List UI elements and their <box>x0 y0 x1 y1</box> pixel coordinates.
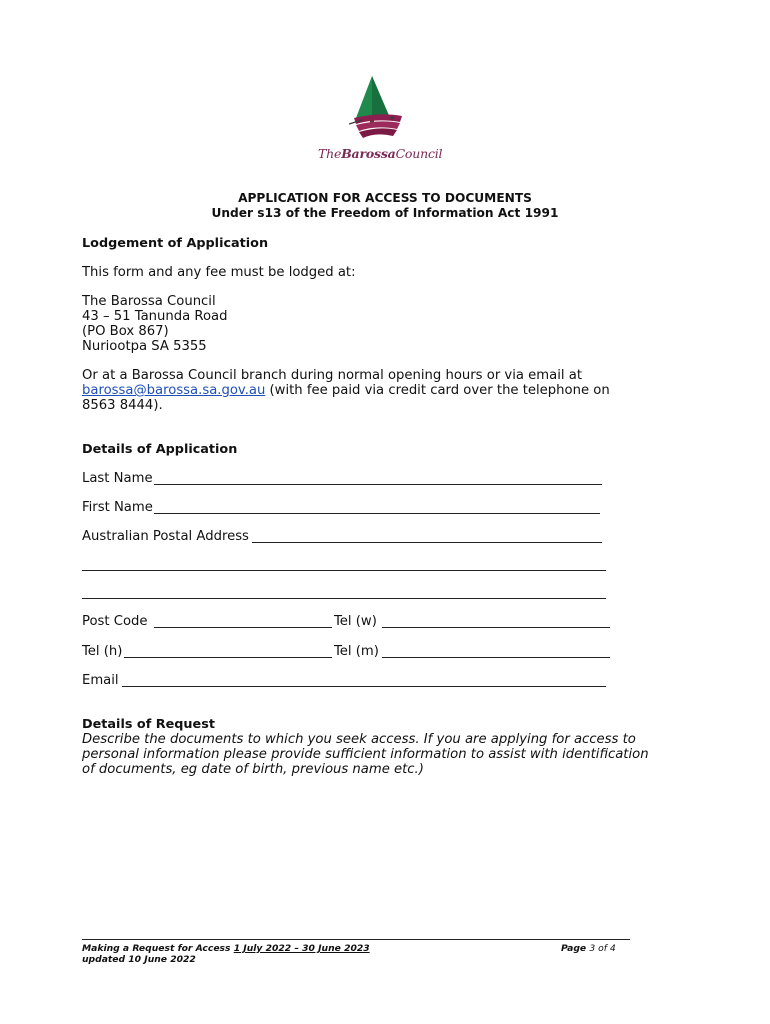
last-name-field[interactable] <box>154 484 602 485</box>
branch-text: Or at a Barossa Council branch during normal opening hours or via email at <box>82 368 582 383</box>
last-name-label: Last Name <box>82 471 153 486</box>
tree-vineyard-icon <box>340 72 416 148</box>
address-line: (PO Box 867) <box>82 324 169 339</box>
first-name-label: First Name <box>82 500 153 515</box>
postal-address-field-line3[interactable] <box>82 598 606 599</box>
first-name-field[interactable] <box>154 513 600 514</box>
address-line: Nuriootpa SA 5355 <box>82 339 207 354</box>
tel-m-field[interactable] <box>382 657 610 658</box>
postal-address-field[interactable] <box>252 542 602 543</box>
page-title: APPLICATION FOR ACCESS TO DOCUMENTS <box>238 191 532 205</box>
tel-h-label: Tel (h) <box>82 644 123 659</box>
post-code-field[interactable] <box>154 627 332 628</box>
branch-text-line3: 8563 8444). <box>82 398 163 413</box>
logo-wordmark: TheBarossaCouncil <box>318 146 443 161</box>
postal-address-field-line2[interactable] <box>82 570 606 571</box>
branch-text-line2: barossa@barossa.sa.gov.au (with fee paid via credit card over the telephone on <box>82 383 610 398</box>
footer-making-request: Making a Request for Access 1 July 2022 – 30 June 2023 <box>82 943 370 954</box>
request-heading: Details of Request <box>82 717 215 732</box>
barossa-council-logo <box>318 72 443 164</box>
post-code-label: Post Code <box>82 614 148 629</box>
tel-w-label: Tel (w) <box>334 614 377 629</box>
email-link[interactable]: barossa@barossa.sa.gov.au <box>82 383 266 398</box>
tel-h-field[interactable] <box>124 657 332 658</box>
request-description: Describe the documents to which you seek access. If you are applying for access to <box>82 732 636 747</box>
lodgement-heading: Lodgement of Application <box>82 236 269 251</box>
lodgement-intro: This form and any fee must be lodged at: <box>82 265 356 280</box>
footer-page-number: Page 3 of 4 <box>561 943 616 954</box>
email-field[interactable] <box>122 686 606 687</box>
postal-address-label: Australian Postal Address <box>82 529 249 544</box>
request-description: of documents, eg date of birth, previous name etc.) <box>82 762 424 777</box>
request-description: personal information please provide sufficient information to assist with identification <box>82 747 649 762</box>
footer-divider <box>82 939 630 940</box>
email-label: Email <box>82 673 119 688</box>
footer-updated: updated 10 June 2022 <box>82 954 196 965</box>
tel-m-label: Tel (m) <box>334 644 379 659</box>
address-line: The Barossa Council <box>82 294 216 309</box>
address-line: 43 – 51 Tanunda Road <box>82 309 228 324</box>
page-subtitle: Under s13 of the Freedom of Information Act 1991 <box>211 206 559 220</box>
details-heading: Details of Application <box>82 442 238 457</box>
tel-w-field[interactable] <box>382 627 610 628</box>
